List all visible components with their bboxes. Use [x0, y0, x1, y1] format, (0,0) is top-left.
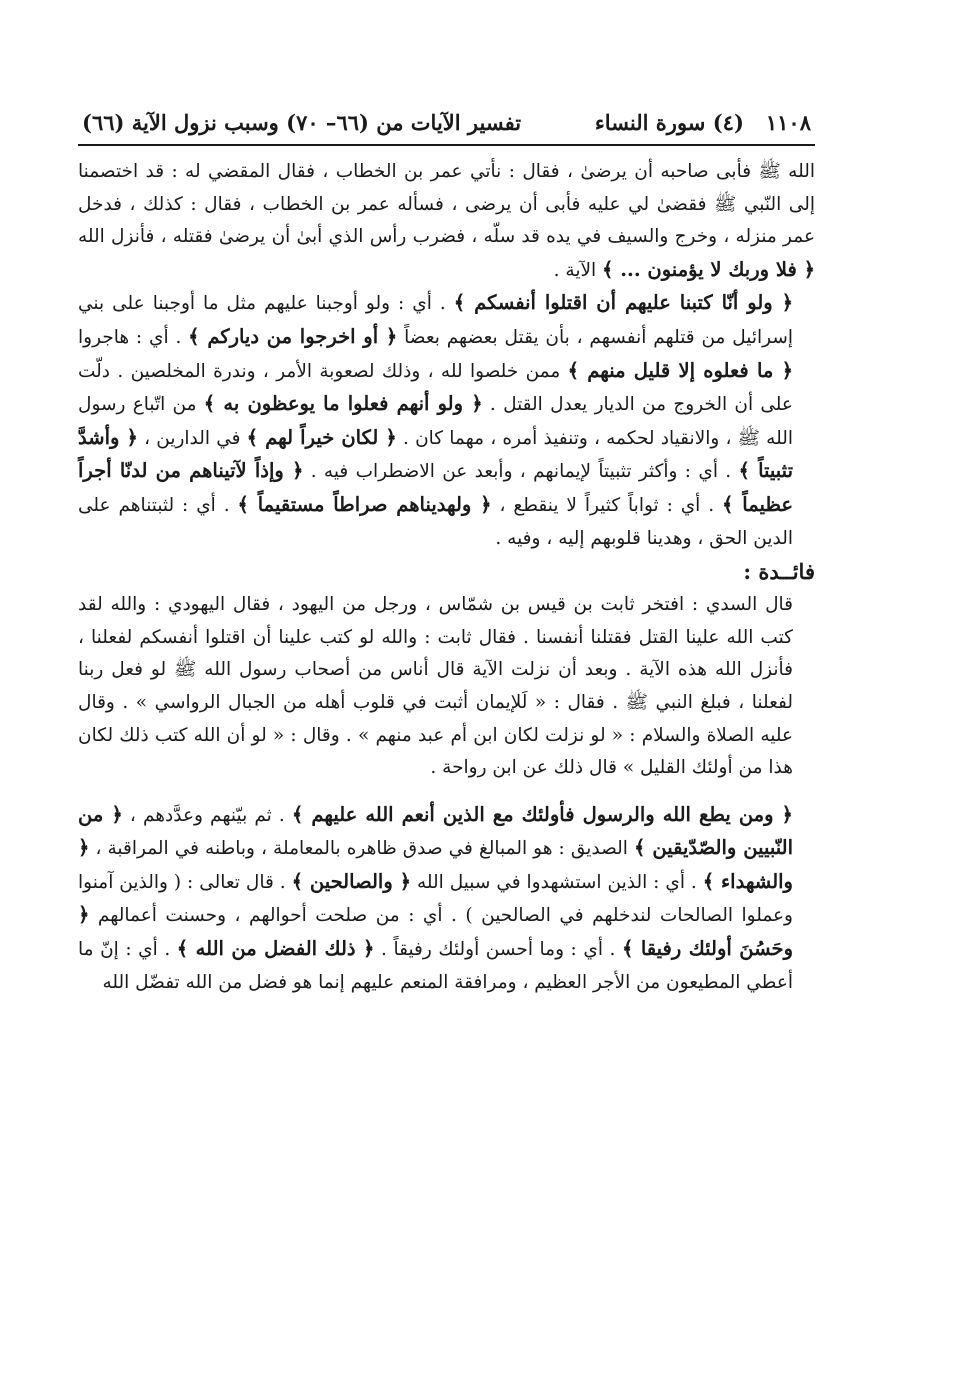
commentary-text: الصديق : هو المبالغ في صدق ظاهره بالمعاملة ، وباطنه في المراقبة ، [89, 838, 634, 860]
quran-verse-quote: ﴿ من النّبيين والصّدّيقين ﴾ [78, 802, 794, 860]
commentary-text: . أي : ولو أوجبنا عليهم مثل ما أوجبنا على بني إسرائيل من قتلهم أنفسهم ، بأن يقتل بعضهم بعضاً [78, 293, 793, 348]
commentary-text: . أي : الذين استشهدوا في سبيل الله [411, 871, 703, 893]
quran-verse-quote: ﴿ لكان خيراً لهم ﴾ [246, 425, 397, 449]
quran-verse-quote: ﴿ فلا وربك لا يؤمنون ... ﴾ [602, 257, 815, 281]
header-right-group [595, 108, 811, 138]
quran-verse-quote: ﴿ ولو أنهم فعلوا ما يوعظون به ﴾ [203, 392, 483, 416]
quran-verse-quote: ﴿ ذلك الفضل من الله ﴾ [176, 937, 375, 961]
commentary-text: . أي : وما أحسن أولئك رفيقاً . [374, 939, 622, 961]
page-body [78, 156, 815, 999]
commentary-text: . أي : وأكثر تثبيتاً لإيمانهم ، وأبعد عن الاضطراب فيه . [303, 461, 739, 483]
quran-verse-quote: ﴿ والشهداء ﴾ [78, 836, 793, 893]
commentary-text: الله ﷺ فأبى صاحبه أن يرضىٰ ، فقال : نأتي عمر بن الخطاب ، فقال المقضي له : قد اختصمنا إلى النّبي ﷺ فقضىٰ لي عليه فأبى أن يرضى ، فسأله عمر بن الخطاب ، فقال : كذلك ، فدخل عمر منزله ، وخرج والسيف في يده قد سلّه ، فضرب رأس الذي أبىٰ أن يرضىٰ فقتله ، فأنزل الله [78, 161, 815, 248]
quran-verse-quote: ﴿ وإذاً لآتيناهم من لدنّا أجراً عظيماً ﴾ [78, 459, 793, 516]
paragraph-final [78, 799, 815, 1000]
commentary-text: . أي : ثواباً كثيراً لا ينقطع ، [491, 494, 723, 516]
quran-verse-quote: ﴿ أو اخرجوا من دياركم ﴾ [188, 324, 398, 348]
quran-verse-quote: ﴿ وأشدَّ تثبيتاً ﴾ [78, 425, 793, 483]
paragraph-2 [78, 287, 815, 555]
commentary-text: الآية . [553, 259, 603, 281]
commentary-text: ممن خلصوا لله ، وذلك لصعوبة الأمر ، وندرة المخلصين . دلّت على أن الخروج من الديار يعدل القتل . [78, 360, 793, 416]
quran-verse-quote: ﴿ ولو أنّا كتبنا عليهم أن اقتلوا أنفسكم ﴾ [453, 291, 794, 315]
quran-verse-quote: ﴿ ولهديناهم صراطاً مستقيماً ﴾ [237, 492, 492, 516]
quran-verse-quote: ﴿ ومن يطع الله والرسول فأولئك مع الذين أنعم الله عليهم ﴾ [291, 802, 793, 826]
commentary-text: . أي : لثبتناهم على الدين الحق ، وهدينا قلوبهم إليه ، وفيه . [78, 494, 793, 549]
commentary-text: . قال تعالى : ( والذين آمنوا وعملوا الصالحات لندخلهم في الصالحين ) . أي : من صلحت أحوالهم ، وحسنت أعمالهم [78, 871, 793, 927]
commentary-text: . أي : هاجروا [78, 326, 189, 348]
commentary-text: . ثم بيّنهم وعدَّدهم ، [122, 804, 292, 826]
faida-paragraph: قال السدي : افتخر ثابت بن قيس بن شمّاس ، ورجل من اليهود ، فقال اليهودي : والله لقد كتب الله علينا القتل فقتلنا أنفسنا . فقال ثابت : والله لو كتب علينا أن اقتلوا أنفسكم لفعلنا ، فأنزل الله هذه الآية . وبعد أن نزلت الآية قال أناس من أصحاب رسول الله ﷺ لو فعل ربنا لفعلنا ، فبلغ النبي ﷺ . فقال : « لَلإيمان أثبت في قلوب أهله من الجبال الرواسي » . وقال عليه الصلاة والسلام : « لو نزلت لكان ابن أم عبد منهم » . وقال : « لو أن الله كتب ذلك لكان هذا من أولئك القليل » قال ذلك عن ابن رواحة . [78, 594, 793, 779]
section-title: تفسير الآيات من (٦٦– ٧٠) وسبب نزول الآية (٦٦) [82, 110, 522, 135]
header-divider [78, 144, 815, 146]
surah-name: (٤) سورة النساء [594, 110, 744, 135]
quran-verse-quote: ﴿ وحَسُنَ أولئك رفيقا ﴾ [78, 903, 793, 961]
commentary-text: في الدارين ، [137, 427, 247, 449]
page-number: ١١٠٨ [765, 110, 811, 135]
quran-verse-quote: ﴿ ما فعلوه إلا قليل منهم ﴾ [567, 358, 793, 382]
commentary-text: من اتّباع رسول الله ﷺ ، والانقياد لحكمه ، وتنفيذ أمره ، مهما كان . [78, 394, 793, 449]
faida-heading: فائــدة : [743, 559, 815, 585]
quran-verse-quote: ﴿ والصالحين ﴾ [291, 869, 412, 893]
commentary-text: . أي : إنّ ما أعطي المطيعون من الأجر العظيم ، ومرافقة المنعم عليهم إنما هو فضل من الله تفضّل الله [78, 939, 793, 993]
page-header [78, 108, 815, 144]
paragraph-1 [78, 156, 815, 287]
